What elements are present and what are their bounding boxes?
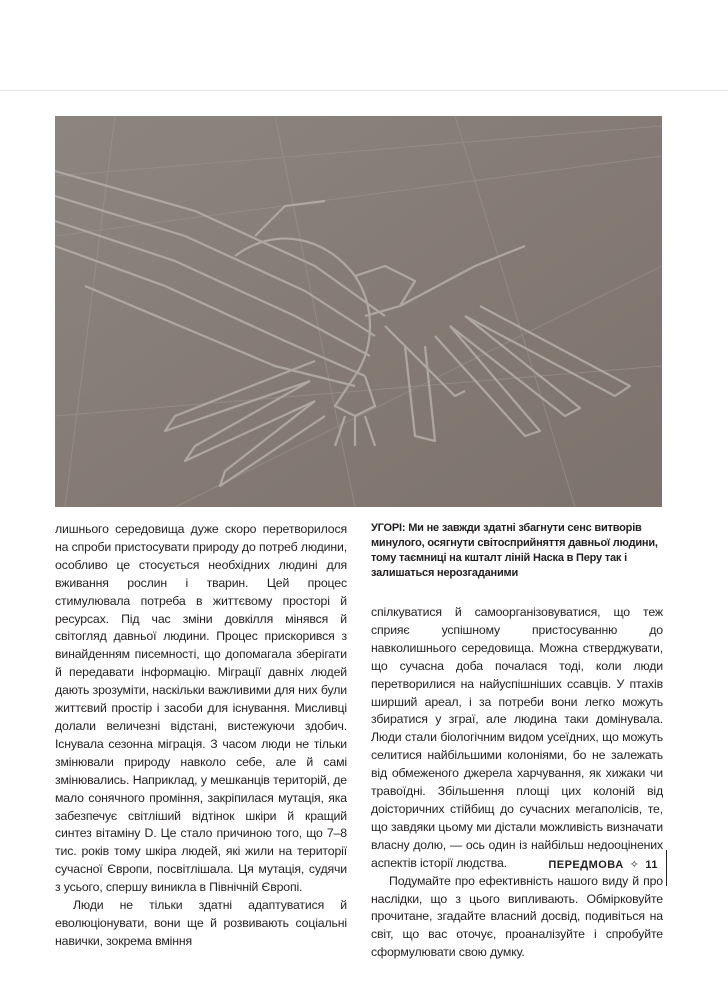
page-footer xyxy=(548,858,658,871)
right-text-column xyxy=(371,521,663,962)
body-paragraph: Люди не тільки здатні адаптуватися й еволюціонувати, вони ще й розвивають соціальні навички, зокрема вміння xyxy=(55,898,347,948)
caption-text: Ми не завжди здатні збагнути сенс витворів минулого, осягнути світосприйняття давньої людини, тому таємниці на кшталт ліній Наска в Перу так і залишаться нерозгаданими xyxy=(371,522,658,579)
body-paragraph: лишнього середовища дуже скоро перетворилося на спроби пристосувати природу до потреб людини, особливо це стосується необхідних людині для вживання рослин і тварин. Цей процес стимулювала потреба в життєвому просторі й ресурсах. Під час зміни довкілля мінявся й світогляд давньої людини. Процес прискорився з винайденням писемності, що допомагала зберігати й передавати інформацію. Міграції давніх людей дають зрозуміти, наскільки важливими для них були життєвий простір і засоби для існування. Мисливці долали величезні відстані, вистежуючи здобич. Існувала сезонна міграція. З часом люди не тільки змінювали природу навколо себе, але й самі змінювались. Наприклад, у мешканців територій, де мало сонячного проміння, закріпилася мутація, яка забезпечує світліший відтінок шкіри й кращий синтез вітаміну D. Це стало причиною того, що 7–8 тис. років тому шкіра людей, які жили на території сучасної Європи, посвітлішала. Ця мутація, судячи з усього, спершу виникла в Північній Європі. xyxy=(55,522,347,895)
body-paragraph: Подумайте про ефективність нашого виду й про наслідки, що з цього випливають. Обмірковуйте прочитане, згадайте власний досвід, подивіться на світ, що вас оточує, проаналізуйте і спробуйте сформулювати свою думку. xyxy=(371,873,663,960)
photo-caption xyxy=(371,521,663,581)
footer-vertical-rule xyxy=(666,850,667,886)
caption-label: УГОРІ: xyxy=(371,522,406,534)
separator-icon: ✧ xyxy=(629,859,640,871)
left-text-column xyxy=(55,521,347,951)
page-number: 11 xyxy=(645,858,658,871)
section-name: ПЕРЕДМОВА xyxy=(548,858,624,871)
top-divider xyxy=(0,90,728,91)
body-paragraph: спілкуватися й самоорганізовуватися, що теж сприяє успішному пристосуванню до навколишнього середовища. Можна стверджувати, що сучасна доба почалася тоді, коли люди перетворилися на найуспішніших ссавців. У птахів ширший ареал, і за потреби вони легко можуть збиратися у зграї, але людина таки домінувала. Люди стали біологічним видом усеїдних, що можуть селитися найбільшими колоніями, бо не залежать від обмеженого джерела харчування, як хижаки чи травоїдні. Збільшення площі цих колоній від доісторичних стійбищ до сучасних мегаполісів, те, що завдяки цьому ми дістали можливість визначати власну долю, — ось один із найбільш недооцінених аспектів історії людства. xyxy=(371,605,663,870)
nazca-lines-photo xyxy=(55,116,662,507)
hummingbird-geoglyph-image xyxy=(55,116,662,507)
